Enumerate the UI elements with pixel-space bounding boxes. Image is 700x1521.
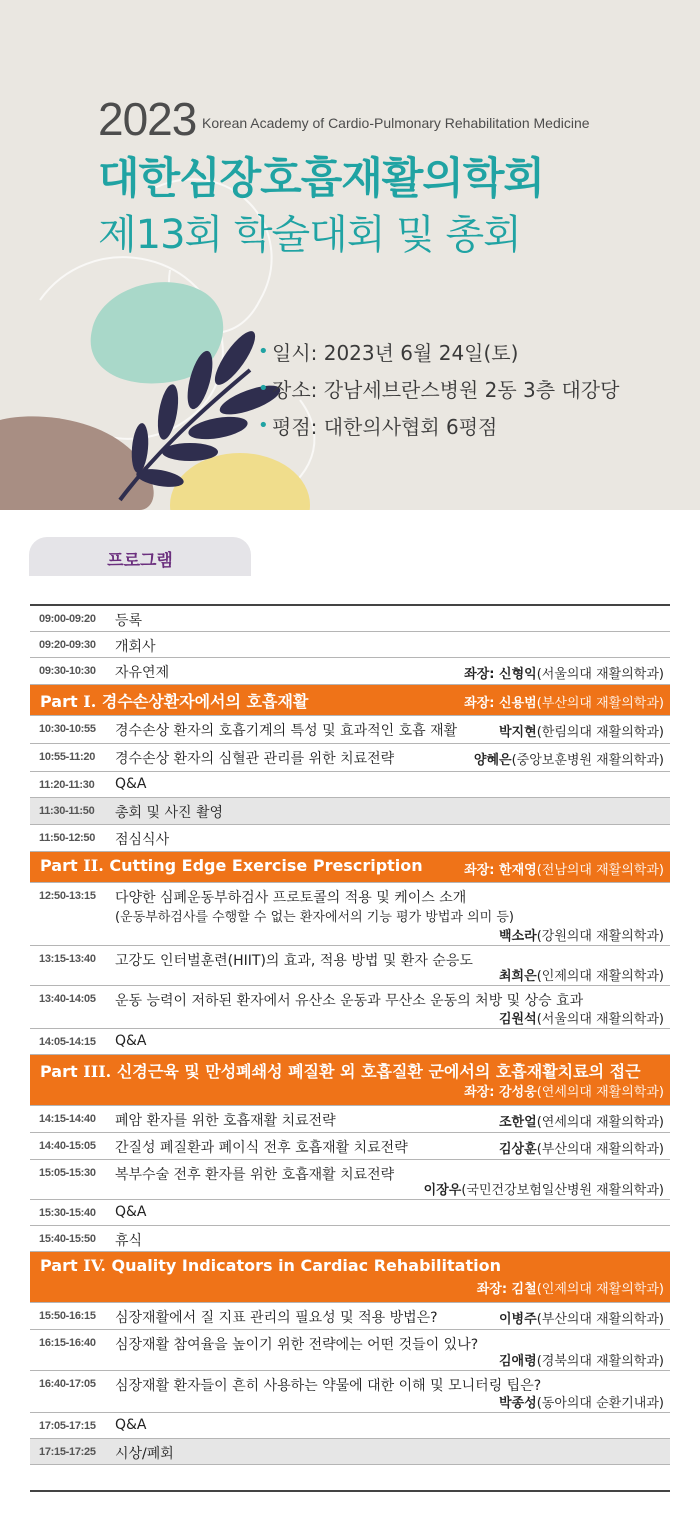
speaker-name: 김원석 — [499, 1012, 537, 1027]
speaker — [499, 1111, 664, 1130]
session-subtitle: (운동부하검사를 수행할 수 없는 환자에서의 기능 평가 방법과 의미 등) — [115, 910, 514, 925]
speaker — [499, 1138, 664, 1157]
session-title: 총회 및 사진 촬영 — [115, 805, 224, 821]
session-title: 등록 — [115, 613, 143, 629]
part-label: Part — [40, 1062, 78, 1081]
session-time: 14:05-14:15 — [39, 1036, 96, 1048]
session-time: 15:30-15:40 — [39, 1207, 96, 1219]
schedule-row — [30, 606, 670, 632]
session-title: Q&A — [115, 1417, 147, 1433]
schedule-row — [30, 744, 670, 772]
session-title: 점심식사 — [115, 832, 170, 848]
session-title: 심장재활 환자들이 흔히 사용하는 약물에 대한 이해 및 모니터링 팁은? — [115, 1378, 542, 1394]
speaker-name: 양혜은 — [473, 753, 512, 768]
program-label: 프로그램 — [107, 551, 173, 571]
chair-name: 좌장: 강성웅 — [464, 1085, 537, 1100]
part-label: Part — [40, 692, 78, 711]
part-label: Part — [40, 1256, 78, 1275]
speaker — [474, 749, 664, 768]
schedule-row — [30, 716, 670, 744]
speaker-name: 백소라 — [499, 929, 537, 944]
schedule-row — [30, 772, 670, 798]
session-time: 15:05-15:30 — [39, 1167, 96, 1179]
speaker-name: 좌장: 신형익 — [464, 667, 537, 682]
info-item-venue — [258, 370, 619, 407]
speaker-name: 이병주 — [499, 1312, 537, 1327]
session-title: 심장재활 참여율을 높이기 위한 전략에는 어떤 것들이 있나? — [115, 1337, 479, 1353]
speaker — [499, 965, 664, 984]
schedule-row — [30, 1439, 670, 1465]
chair-name: 좌장: 김철 — [476, 1282, 537, 1297]
session-time: 15:40-15:50 — [39, 1233, 96, 1245]
session-time: 09:30-10:30 — [39, 665, 96, 677]
part-number: II. — [83, 856, 104, 875]
chair-person — [464, 1081, 664, 1100]
session-time: 09:20-09:30 — [39, 639, 96, 651]
speaker-affiliation: (경북의대 재활의학과) — [536, 1354, 664, 1369]
session-title: 심장재활에서 질 지표 관리의 필요성 및 적용 방법은? — [115, 1310, 438, 1326]
schedule-row — [30, 946, 670, 986]
session-time: 10:30-10:55 — [39, 723, 96, 735]
chair-person — [477, 1278, 664, 1297]
part-header-row — [30, 1252, 670, 1303]
chair-person — [464, 692, 664, 711]
speaker-affiliation: (서울의대 재활의학과) — [536, 1012, 664, 1027]
schedule-table — [30, 604, 670, 1465]
chair-name: 좌장: 한재영 — [464, 863, 537, 878]
chair-affiliation: (전남의대 재활의학과) — [536, 863, 664, 878]
speaker — [499, 1350, 664, 1369]
session-title: 휴식 — [115, 1233, 143, 1249]
chair-name: 좌장: 신용범 — [464, 696, 537, 711]
session-time: 11:50-12:50 — [39, 832, 96, 844]
session-time: 09:00-09:20 — [39, 613, 96, 625]
schedule-row — [30, 825, 670, 852]
session-time: 17:15-17:25 — [39, 1446, 96, 1458]
part-topic: Quality Indicators in Cardiac Rehabilitation — [111, 1256, 501, 1275]
part-header-row — [30, 685, 670, 716]
speaker-affiliation: (국민건강보험일산병원 재활의학과) — [461, 1183, 664, 1198]
speaker — [499, 1308, 664, 1327]
schedule-row — [30, 1330, 670, 1371]
session-title: Q&A — [115, 1204, 147, 1220]
schedule-row — [30, 1413, 670, 1439]
part-number: IV. — [83, 1256, 106, 1275]
event-year: 2023 — [98, 93, 197, 145]
session-time: 10:55-11:20 — [39, 751, 96, 763]
schedule-row — [30, 1029, 670, 1055]
session-time: 13:15-13:40 — [39, 953, 96, 965]
speaker-name: 김애령 — [499, 1354, 537, 1369]
schedule-row — [30, 986, 670, 1029]
part-title — [40, 856, 423, 875]
session-title: Q&A — [115, 1033, 147, 1049]
session-title: 폐암 환자를 위한 호흡재활 치료전략 — [115, 1113, 336, 1129]
chair-affiliation: (연세의대 재활의학과) — [536, 1085, 664, 1100]
speaker — [499, 925, 664, 944]
speaker — [499, 721, 664, 740]
part-header-row — [30, 1055, 670, 1106]
session-title: 개회사 — [115, 639, 156, 655]
session-time: 16:15-16:40 — [39, 1337, 96, 1349]
speaker-affiliation: (한림의대 재활의학과) — [536, 725, 664, 740]
program-section-tab — [29, 537, 251, 576]
part-header-row — [30, 852, 670, 883]
speaker-affiliation: (부산의대 재활의학과) — [536, 1142, 664, 1157]
session-time: 14:40-15:05 — [39, 1140, 96, 1152]
schedule-row — [30, 1371, 670, 1413]
speaker — [424, 1179, 664, 1198]
session-time: 17:05-17:15 — [39, 1420, 96, 1432]
speaker — [464, 663, 664, 682]
chair-person — [464, 859, 664, 878]
info-text: 평점: 대한의사협회 6평점 — [272, 415, 498, 439]
session-title: 간질성 폐질환과 폐이식 전후 호흡재활 치료전략 — [115, 1140, 408, 1156]
session-time: 12:50-13:15 — [39, 890, 96, 902]
bullet-icon: • — [258, 378, 269, 399]
poster-header — [0, 0, 700, 510]
speaker-affiliation: (중앙보훈병원 재활의학과) — [511, 753, 664, 768]
speaker-affiliation: (부산의대 재활의학과) — [536, 1312, 664, 1327]
part-number: III. — [83, 1062, 112, 1081]
speaker-affiliation: (강원의대 재활의학과) — [536, 929, 664, 944]
schedule-row — [30, 1106, 670, 1133]
session-title: 자유연제 — [115, 665, 170, 681]
bullet-icon: • — [258, 341, 269, 362]
speaker-name: 박종성 — [499, 1396, 537, 1411]
info-item-credits — [258, 407, 619, 444]
schedule-row — [30, 1133, 670, 1160]
speaker-name: 김상훈 — [499, 1142, 537, 1157]
speaker-name: 박지현 — [499, 725, 537, 740]
part-topic: Cutting Edge Exercise Prescription — [109, 856, 423, 875]
session-time: 11:30-11:50 — [39, 805, 95, 817]
session-title: 운동 능력이 저하된 환자에서 유산소 운동과 무산소 운동의 처방 및 상승 효과 — [115, 993, 584, 1009]
session-title: 시상/폐회 — [115, 1446, 174, 1462]
chair-affiliation: (인제의대 재활의학과) — [536, 1282, 664, 1297]
schedule-row — [30, 1200, 670, 1226]
schedule-row — [30, 798, 670, 825]
speaker-affiliation: (동아의대 순환기내과) — [536, 1396, 664, 1411]
speaker-affiliation: (서울의대 재활의학과) — [536, 667, 664, 682]
table-bottom-rule — [30, 1490, 670, 1492]
part-title — [40, 1256, 501, 1275]
session-time: 15:50-16:15 — [39, 1310, 96, 1322]
session-title: 복부수술 전후 환자를 위한 호흡재활 치료전략 — [115, 1167, 395, 1183]
part-number: I. — [83, 692, 97, 711]
schedule-row — [30, 658, 670, 685]
speaker-affiliation: (연세의대 재활의학과) — [536, 1115, 664, 1130]
schedule-row — [30, 1303, 670, 1330]
session-time: 11:20-11:30 — [39, 779, 95, 791]
part-topic: 경수손상환자에서의 호흡재활 — [101, 692, 309, 711]
speaker — [499, 1392, 664, 1411]
session-title: 고강도 인터벌훈련(HIIT)의 효과, 적용 방법 및 환자 순응도 — [115, 953, 473, 969]
info-text: 장소: 강남세브란스병원 2동 3층 대강당 — [272, 378, 620, 402]
session-title: 경수손상 환자의 호흡기계의 특성 및 효과적인 호흡 재활 — [115, 723, 458, 739]
session-title: 다양한 심폐운동부하검사 프로토콜의 적용 및 케이스 소개 — [115, 890, 467, 906]
schedule-row — [30, 1226, 670, 1252]
bullet-icon: • — [258, 415, 269, 436]
session-time: 13:40-14:05 — [39, 993, 96, 1005]
organization-korean-name: 대한심장호흡재활의학회 — [98, 154, 544, 204]
session-title: 경수손상 환자의 심혈관 관리를 위한 치료전략 — [115, 751, 395, 767]
event-info-list — [258, 333, 619, 444]
chair-affiliation: (부산의대 재활의학과) — [536, 696, 664, 711]
session-time: 14:15-14:40 — [39, 1113, 96, 1125]
schedule-row — [30, 1160, 670, 1200]
event-title: 제13회 학술대회 및 총회 — [98, 212, 521, 258]
speaker-affiliation: (인제의대 재활의학과) — [536, 969, 664, 984]
part-label: Part — [40, 856, 78, 875]
info-text: 일시: 2023년 6월 24일(토) — [272, 341, 519, 365]
session-title: Q&A — [115, 776, 147, 792]
schedule-row — [30, 883, 670, 946]
part-title — [40, 1059, 641, 1082]
info-item-date — [258, 333, 619, 370]
speaker-name: 최희은 — [499, 969, 537, 984]
speaker — [499, 1008, 664, 1027]
schedule-row — [30, 632, 670, 658]
speaker-name: 이장우 — [423, 1183, 462, 1198]
part-title — [40, 689, 308, 712]
speaker-name: 조한얼 — [499, 1115, 537, 1130]
part-topic: 신경근육 및 만성폐쇄성 폐질환 외 호흡질환 군에서의 호흡재활치료의 접근 — [116, 1062, 641, 1081]
organization-english-name: Korean Academy of Cardio-Pulmonary Rehabilitation Medicine — [202, 115, 590, 131]
session-time: 16:40-17:05 — [39, 1378, 96, 1390]
